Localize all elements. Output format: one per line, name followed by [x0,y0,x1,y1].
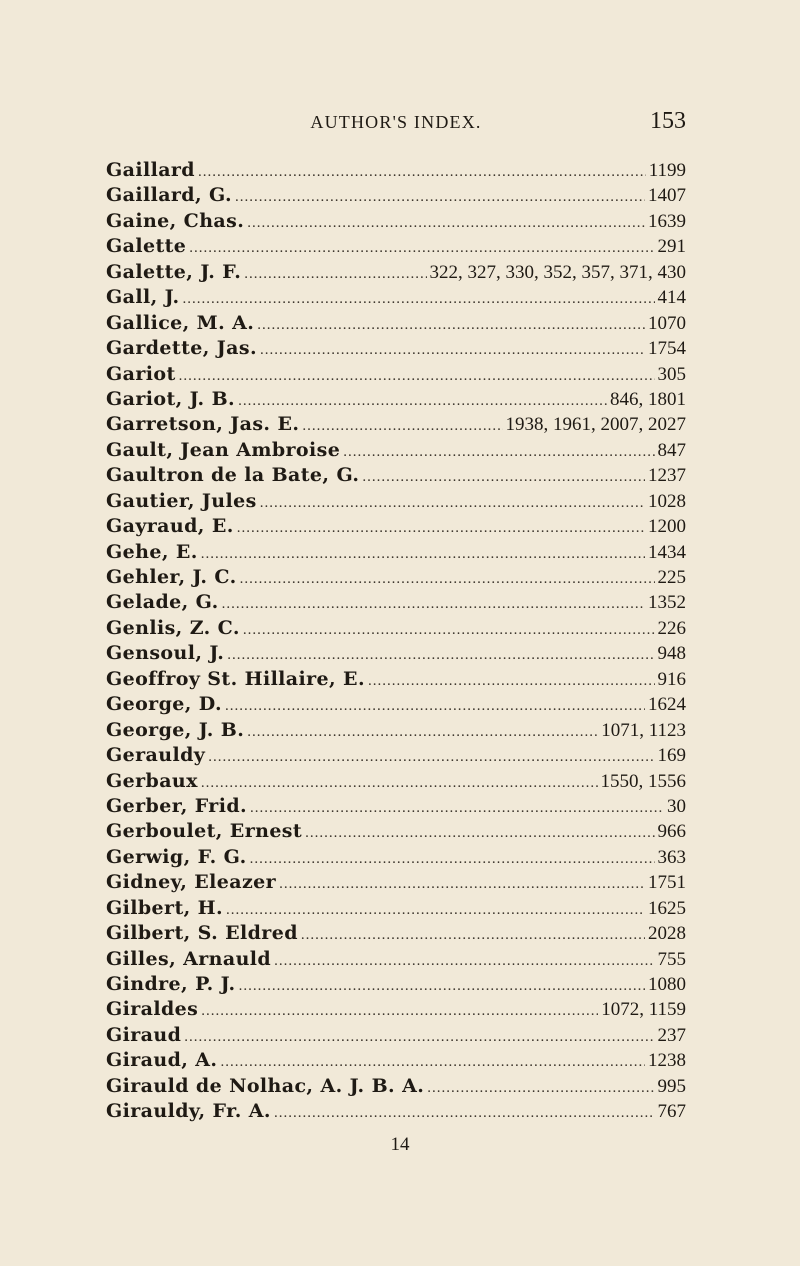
entry-page-refs: 1624 [648,694,686,716]
dot-leader [343,440,654,463]
entry-page-refs: 767 [657,1101,686,1123]
entry-page-refs: 916 [657,668,686,690]
entry-page-refs: 1072, 1159 [601,999,686,1021]
dot-leader [201,771,598,794]
index-entry [106,362,686,387]
entry-page-refs: 1200 [648,516,686,538]
entry-page-refs: 1625 [648,897,686,919]
entry-author-name: Gerwig, F. G. [106,845,247,868]
index-entry [106,209,686,234]
entry-author-name: Gilbert, H. [106,896,224,919]
dot-leader [227,643,654,666]
dot-leader [208,745,654,768]
index-entry [106,590,686,615]
entry-author-name: Girauld de Nolhac, A. J. B. A. [106,1074,425,1097]
entry-author-name: Gaillard [106,159,195,181]
entry-page-refs: 1199 [648,160,686,181]
entry-page-refs: 966 [657,821,686,843]
entry-page-refs: 237 [657,1024,686,1046]
dot-leader [250,847,655,870]
index-entry [106,336,686,361]
entry-page-refs: 755 [657,948,686,970]
dot-leader [189,236,654,259]
index-entry [106,158,686,183]
dot-leader [301,923,645,946]
entry-page-refs: 1639 [648,210,686,232]
entry-author-name: George, J. B. [106,718,245,741]
dot-leader [302,414,502,437]
dot-leader [225,694,645,717]
entry-author-name: Gariot, J. B. [106,387,236,410]
entry-page-refs: 1407 [648,185,686,207]
index-entry [106,412,686,437]
dot-leader [235,185,645,208]
entry-author-name: Gautier, Jules [106,489,257,512]
entry-author-name: Giraud [106,1023,182,1046]
entry-page-refs: 847 [657,439,686,461]
entry-author-name: Gaillard, G. [106,184,232,207]
index-entry [106,870,686,895]
dot-leader [222,592,645,615]
index-entry [106,743,686,768]
index-entry [106,285,686,310]
entry-author-name: Galette [106,235,187,258]
entry-author-name: Gerber, Frid. [106,794,248,817]
entry-author-name: Gindre, P. J. [106,973,236,995]
entry-page-refs: 1080 [648,974,686,995]
dot-leader [274,1101,655,1124]
index-entry [106,718,686,743]
entry-author-name: Gardette, Jas. [106,337,258,360]
entry-page-refs: 363 [657,846,686,868]
index-entry [106,896,686,921]
index-entry [106,1048,686,1073]
entry-page-refs: 948 [657,643,686,665]
entry-author-name: Gerauldy [106,744,206,767]
dot-leader [260,338,645,361]
dot-leader [201,999,598,1022]
entry-page-refs: 1938, 1961, 2007, 2027 [505,414,686,436]
index-entry [106,819,686,844]
entry-author-name: Gilbert, S. Eldred [106,922,298,945]
entry-page-refs: 1434 [648,541,686,563]
entry-page-refs: 1751 [648,872,686,894]
entry-author-name: Gensoul, J. [106,642,225,665]
entry-author-name: Galette, J. F. [106,260,242,283]
dot-leader [279,872,645,895]
entry-author-name: Gault, Jean Ambroise [106,438,341,461]
dot-leader [220,1050,645,1073]
entry-author-name: Gidney, Eleazer [106,871,277,894]
index-entry [106,540,686,565]
index-entry [106,667,686,692]
signature-mark: 14 [390,1134,410,1155]
entry-author-name: Gariot [106,362,176,385]
entry-author-name: Geoffroy St. Hillaire, E. [106,667,365,690]
entry-page-refs: 305 [657,363,686,385]
entry-author-name: Giraldes [106,998,199,1021]
dot-leader [226,898,645,921]
entry-author-name: Gerboulet, Ernest [106,820,303,843]
entry-page-refs: 1237 [648,465,686,487]
index-entry [106,565,686,590]
entry-page-refs: 1238 [648,1050,686,1072]
index-entry [106,997,686,1022]
dot-leader [237,516,645,539]
index-entry [106,845,686,870]
index-entry [106,1023,686,1048]
index-entry [106,616,686,641]
index-entry [106,769,686,794]
index-entry [106,692,686,717]
dot-leader [198,160,646,183]
entry-page-refs: 291 [657,236,686,258]
entry-page-refs: 1070 [648,312,686,334]
dot-leader [179,364,655,387]
entry-page-refs: 2028 [648,923,686,945]
dot-leader [244,262,426,285]
index-entry [106,463,686,488]
page-number: 153 [650,108,686,134]
dot-leader [368,669,655,692]
entry-page-refs: 169 [657,745,686,767]
entry-author-name: Gehler, J. C. [106,566,237,588]
entry-author-name: Garretson, Jas. E. [106,413,300,436]
entry-author-name: Gall, J. [106,286,180,309]
index-entry [106,921,686,946]
index-entry [106,234,686,259]
entry-author-name: Genlis, Z. C. [106,616,240,639]
index-entry [106,489,686,514]
dot-leader [183,287,655,310]
entry-author-name: Gehe, E. [106,540,198,563]
entry-author-name: Gaultron de la Bate, G. [106,464,360,487]
entry-page-refs: 1550, 1556 [600,770,686,792]
dot-leader [250,796,664,819]
running-title: AUTHOR'S INDEX. [310,112,482,132]
dot-leader [240,567,655,590]
dot-leader [201,542,645,565]
entry-page-refs: 226 [657,617,686,639]
dot-leader [247,211,645,234]
index-entry [106,1074,686,1099]
entry-author-name: George, D. [106,693,223,716]
index-entry [106,260,686,285]
index-entry [106,641,686,666]
index-entry [106,972,686,997]
entry-page-refs: 322, 327, 330, 352, 357, 371, 430 [429,261,686,283]
index-entry [106,311,686,336]
entry-page-refs: 225 [657,567,686,588]
dot-leader [305,821,654,844]
running-header [106,108,686,138]
entry-page-refs: 995 [657,1075,686,1097]
dot-leader [274,949,654,972]
entry-author-name: Giraud, A. [106,1049,218,1072]
entry-page-refs: 846, 1801 [610,388,686,410]
entry-page-refs: 414 [657,287,686,309]
dot-leader [427,1076,654,1099]
index-entry [106,438,686,463]
entry-author-name: Gaine, Chas. [106,209,245,232]
entry-author-name: Gayraud, E. [106,515,234,538]
index-entry [106,387,686,412]
index-entries [106,158,686,1125]
entry-author-name: Gilles, Arnauld [106,947,272,970]
index-entry [106,794,686,819]
dot-leader [243,618,655,641]
entry-page-refs: 1071, 1123 [601,719,686,741]
index-entry [106,183,686,208]
entry-page-refs: 1352 [648,592,686,614]
dot-leader [257,313,645,336]
index-entry [106,947,686,972]
index-entry [106,514,686,539]
dot-leader [362,465,645,488]
entry-page-refs: 1028 [648,490,686,512]
dot-leader [239,974,645,997]
entry-author-name: Gerbaux [106,769,198,792]
index-entry [106,1099,686,1124]
dot-leader [238,389,607,412]
dot-leader [247,720,598,743]
entry-page-refs: 30 [667,795,686,817]
entry-author-name: Girauldy, Fr. A. [106,1100,271,1123]
entry-page-refs: 1754 [648,338,686,360]
entry-author-name: Gelade, G. [106,591,219,614]
entry-author-name: Gallice, M. A. [106,311,255,334]
dot-leader [184,1025,654,1048]
dot-leader [260,491,645,514]
